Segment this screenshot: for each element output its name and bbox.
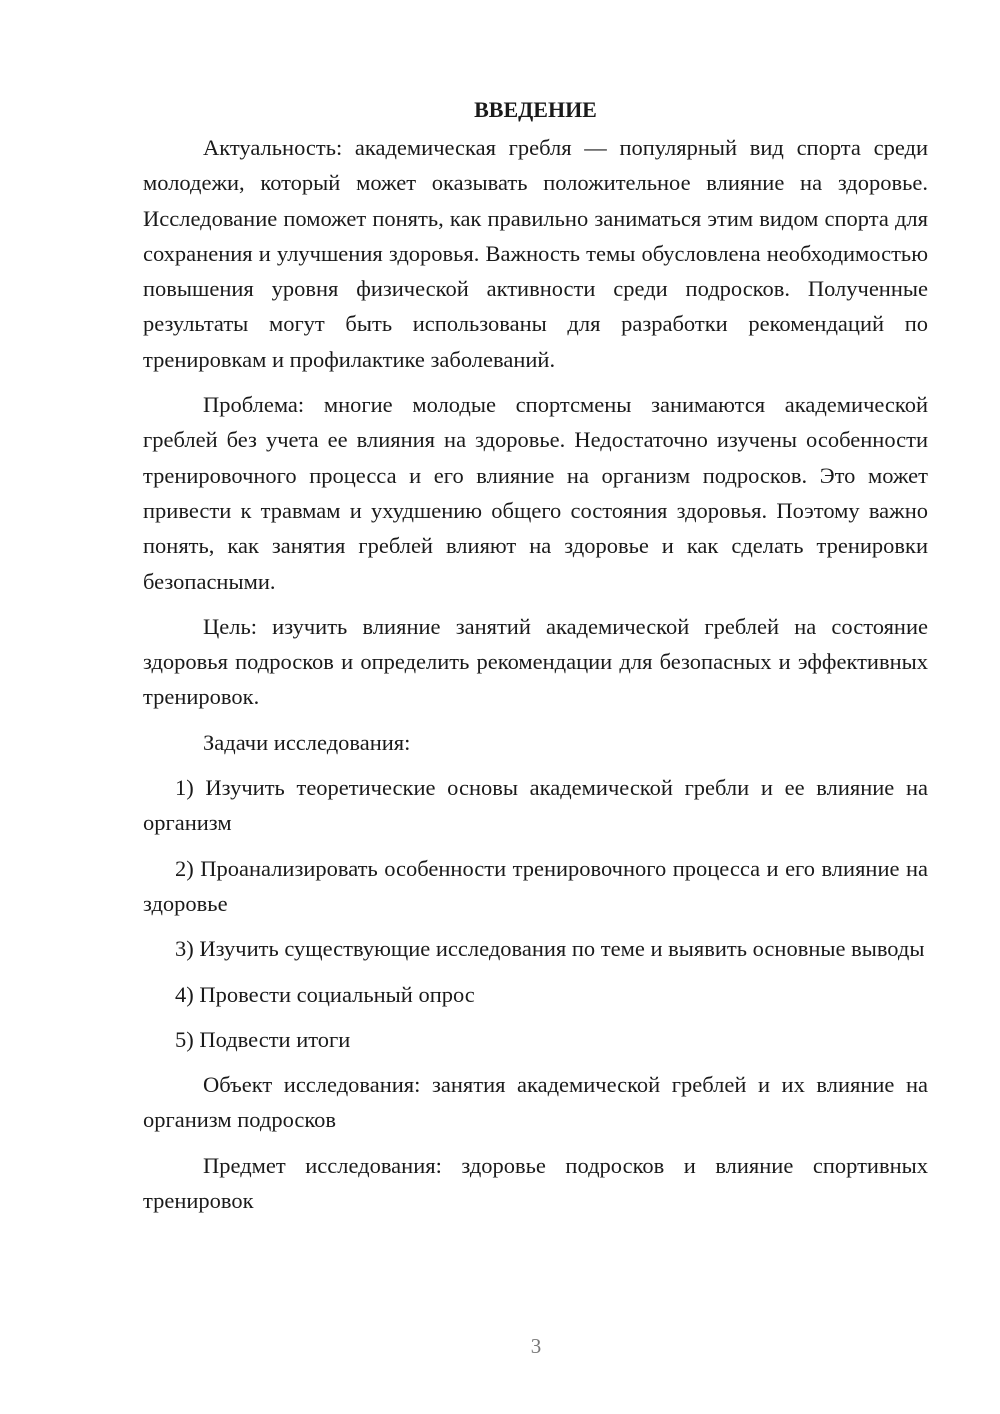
object-paragraph: Объект исследования: занятия академической греблей и их влияние на организм подросков: [143, 1072, 928, 1133]
page-number: 3: [530, 1334, 542, 1358]
task-item-3: 3) Изучить существующие исследования по теме и выявить основные выводы: [175, 936, 925, 962]
subject-paragraph: Предмет исследования: здоровье подросков и влияние спортивных тренировок: [143, 1152, 928, 1214]
section-title: ВВЕДЕНИЕ: [474, 97, 597, 122]
task-item-1: 1) Изучить теоретические основы академической гребли и ее влияние на организм: [143, 775, 928, 836]
problem-paragraph: Проблема: многие молодые спортсмены занимаются академической греблей без учета ее влияния на здоровье. Недостаточно изучены особенности тренировочного процесса и его влияние на организм подросков. Это может привести к травмам и ухудшению общего состояния здоровья. Поэтому важно понять, как занятия греблей влияют на здоровье и как сделать тренировки безопасными.: [143, 392, 928, 594]
goal-paragraph: Цель: изучить влияние занятий академической греблей на состояние здоровья подросков и определить рекомендации для безопасных и эффективных тренировок.: [143, 613, 928, 710]
relevance-paragraph: Актуальность: академическая гребля — популярный вид спорта среди молодежи, который может оказывать положительное влияние на здоровье. Исследование поможет понять, как правильно заниматься этим видом спорта для сохранения и улучшения здоровья. Важность темы обусловлена необходимостью повышения уровня физической активности среди подросков. Полученные результаты могут быть использованы для разработки рекомендаций по тренировкам и профилактике заболеваний.: [143, 135, 928, 372]
task-item-5: 5) Подвести итоги: [175, 1026, 351, 1052]
task-item-2: 2) Проанализировать особенности тренировочного процесса и его влияние на здоровье: [143, 855, 928, 916]
tasks-heading: Задачи исследования:: [203, 729, 411, 755]
document-page: [143, 92, 928, 1228]
task-item-4: 4) Провести социальный опрос: [175, 981, 475, 1007]
